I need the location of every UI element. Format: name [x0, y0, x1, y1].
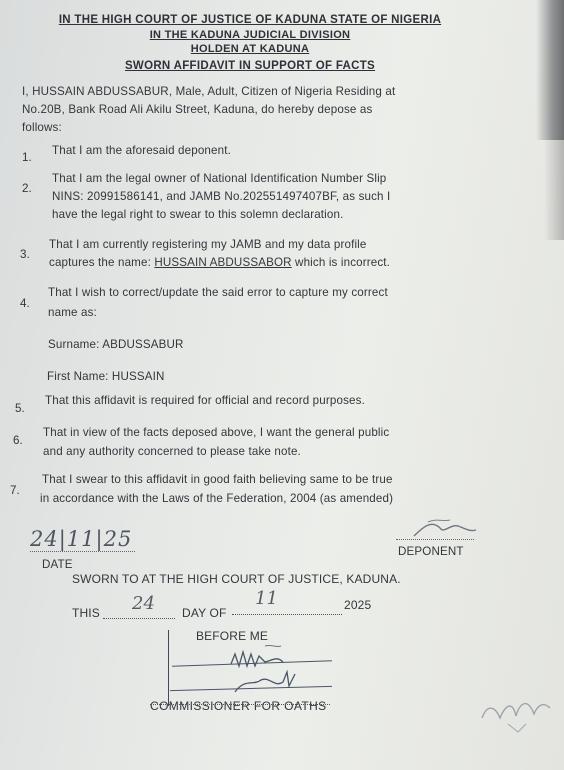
item-4-line-1: That I wish to correct/update the said error to capture my correct [48, 286, 388, 299]
day-of-label: DAY OF [182, 606, 227, 620]
before-me-label: BEFORE ME [196, 629, 269, 643]
item-5-line-1: That this affidavit is required for official and record purposes. [45, 394, 365, 407]
item-number: 4. [20, 297, 30, 310]
handwritten-day: 24 [132, 593, 155, 614]
court-title: IN THE HIGH COURT OF JUSTICE OF KADUNA STATE OF NIGERIA [58, 14, 442, 26]
intro-line-1: I, HUSSAIN ABDUSSABUR, Male, Adult, Citizen of Nigeria Residing at [22, 85, 396, 98]
handwritten-date: 24|11|25 [30, 527, 133, 551]
this-label: THIS [72, 606, 100, 620]
date-label: DATE [42, 558, 73, 571]
item-6-line-1: That in view of the facts deposed above, I want the general public [43, 426, 390, 439]
item-2-line-2: NINS: 20991586141, and JAMB No.202551497407BF, as such I [52, 190, 391, 203]
item-3-line-2 [49, 254, 390, 272]
item-number: 5. [15, 402, 25, 415]
handwritten-month: 11 [255, 588, 278, 609]
item-number: 1. [22, 151, 32, 164]
intro-line-3: follows: [22, 121, 62, 134]
incorrect-name: HUSSAIN ABDUSSABOR [154, 256, 292, 269]
item-number: 3. [20, 248, 30, 261]
item-7-line-1: That I swear to this affidavit in good faith believing same to be true [42, 473, 393, 486]
surname-line: Surname: ABDUSSABUR [48, 338, 184, 351]
sworn-statement: SWORN TO AT THE HIGH COURT OF JUSTICE, KADUNA. [72, 572, 401, 586]
year-label: 2025 [344, 598, 372, 612]
item-6-line-2: and any authority concerned to please take note. [43, 445, 301, 458]
first-name-line: First Name: HUSSAIN [47, 370, 165, 383]
item-3-prefix: captures the name: [49, 256, 155, 269]
item-number: 7. [10, 484, 20, 497]
commissioner-label: COMMISSIONER FOR OATHS [150, 699, 327, 713]
item-4-line-2: name as: [48, 306, 97, 319]
division-title: IN THE KADUNA JUDICIAL DIVISION [149, 29, 351, 41]
month-dotted-line [232, 614, 342, 615]
holden-title: HOLDEN AT KADUNA [190, 43, 310, 55]
deponent-line [396, 539, 474, 540]
paper-edge-shadow-lower [544, 140, 564, 240]
item-7-line-2: in accordance with the Laws of the Federation, 2004 (as amended) [40, 492, 394, 505]
date-underline [30, 551, 135, 552]
affidavit-title: SWORN AFFIDAVIT IN SUPPORT OF FACTS [124, 60, 376, 72]
item-number: 2. [22, 182, 32, 195]
item-3-line-1: That I am currently registering my JAMB and my data profile [49, 238, 367, 251]
item-1-line-1: That I am the aforesaid deponent. [52, 144, 231, 157]
paper-edge-shadow [536, 0, 564, 140]
margin-scribble [478, 688, 558, 738]
commissioner-signature [225, 642, 315, 702]
day-dotted-line [103, 618, 175, 619]
commissioner-line [150, 704, 330, 705]
item-number: 6. [13, 434, 23, 447]
item-2-line-3: have the legal right to swear to this solemn declaration. [52, 208, 344, 221]
item-3-suffix: which is incorrect. [291, 256, 391, 269]
deponent-label: DEPONENT [398, 545, 464, 558]
intro-line-2: No.20B, Bank Road Ali Akilu Street, Kaduna, do hereby depose as [22, 103, 373, 116]
item-2-line-1: That I am the legal owner of National Identification Number Slip [52, 172, 387, 185]
